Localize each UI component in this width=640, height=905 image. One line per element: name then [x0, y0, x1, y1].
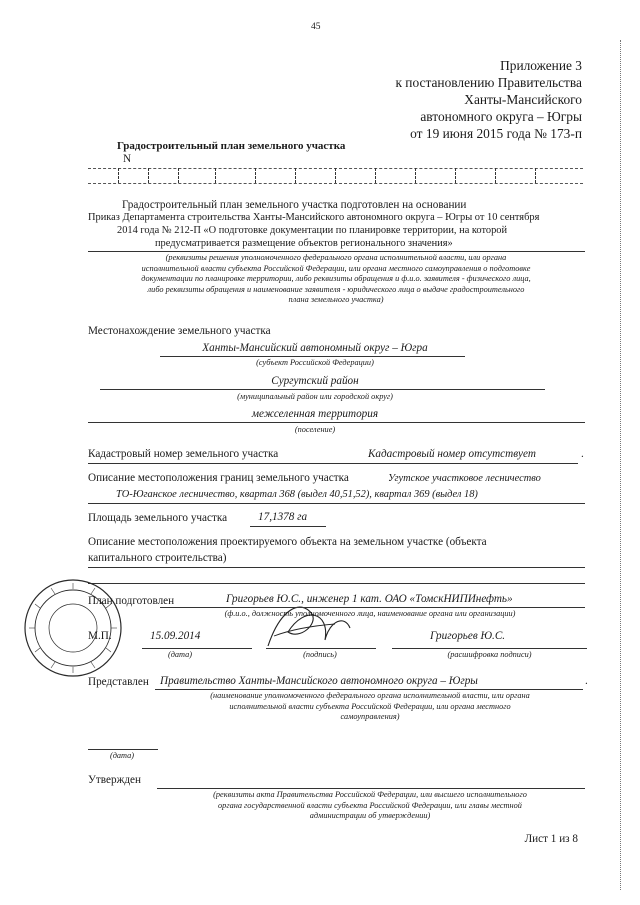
cadastral-value: Кадастровый номер отсутствует	[368, 448, 536, 460]
basis-line-2: Приказ Департамента строительства Ханты-Мансийского автономного округа – Югры от 10 сентября	[88, 212, 540, 223]
prepared-caption: (ф.и.о., должность уполномоченного лица, наименование органа или организации)	[224, 609, 516, 618]
cadastral-label: Кадастровый номер земельного участка	[88, 448, 279, 460]
plan-title: Градостроительный план земельного участка	[117, 140, 346, 152]
header-line-3: Ханты-Мансийского	[464, 92, 582, 107]
subject-caption: (субъект Российской Федерации)	[256, 358, 374, 367]
boundaries-label: Описание местоположения границ земельного участка	[88, 472, 349, 484]
basis-line-4: предусматривается размещение объектов регионального значения»	[155, 238, 453, 249]
mp-label: М.П.	[88, 630, 112, 642]
area-label: Площадь земельного участка	[88, 512, 228, 524]
district-caption: (муниципальный район или городской округ)	[237, 392, 393, 401]
scan-edge-line	[620, 40, 621, 890]
approved-caption: (реквизиты акта Правительства Российской Федерации, или высшего исполнительного органа государственной власти субъекта Российской Федерации, или главы местной администрации об утверждении)	[213, 790, 527, 821]
approved-label: Утвержден	[88, 774, 141, 786]
basis-caption: (реквизиты решения уполномоченного федерального органа исполнительной власти, или органа исполнительной власти субъекта Российской Федерации, или органа местного самоуправления о подготовке документации по планировке территории, либо реквизиты обращения и ф.и.о. заявителя - физического лица, либо реквизиты обращения и наименование заявителя - юридического лица о выдаче градостроительного плана земельного участка)	[141, 253, 531, 305]
prepared-value: Григорьев Ю.С., инженер 1 кат. ОАО «ТомскНИПИнефть»	[226, 593, 513, 605]
prepared-label: План подготовлен	[88, 595, 175, 607]
location-district: Сургутский район	[271, 375, 359, 387]
settlement-caption: (поселение)	[294, 425, 336, 434]
signature-caption: (подпись)	[303, 650, 337, 659]
header-line-4: автономного округа – Югры	[420, 109, 582, 124]
decoding-caption: (расшифровка подписи)	[447, 650, 532, 659]
submitted-date-caption: (дата)	[109, 751, 135, 760]
location-settlement: межселенная территория	[251, 408, 379, 420]
page-number: 45	[311, 22, 321, 32]
object-line-1: Описание местоположения проектируемого объекта на земельном участке (объекта	[88, 536, 487, 548]
boundaries-value-1: Угутское участковое лесничество	[388, 473, 541, 484]
prepared-decoding-value: Григорьев Ю.С.	[430, 630, 506, 642]
boundaries-value-2: ТО-Юганское лесничество, квартал 368 (выдел 40,51,52), квартал 369 (выдел 18)	[116, 489, 478, 500]
submitted-dot: .	[585, 675, 588, 687]
object-line-2: капитального строительства)	[88, 552, 227, 564]
header-line-5: от 19 июня 2015 года № 173-п	[410, 126, 582, 141]
basis-line-1: Градостроительный план земельного участка подготовлен на основании	[122, 199, 467, 211]
location-label: Местонахождение земельного участка	[88, 325, 271, 337]
header-line-1: Приложение 3	[500, 58, 582, 73]
basis-line-3: 2014 года № 212-П «О подготовке документации по планировке территории, на которой	[117, 225, 508, 236]
submitted-label: Представлен	[88, 676, 149, 688]
sheet-counter: Лист 1 из 8	[524, 833, 578, 845]
prepared-date-value: 15.09.2014	[150, 630, 201, 642]
number-label: N	[123, 153, 132, 165]
area-value: 17,1378 га	[258, 511, 308, 523]
prepared-date-caption: (дата)	[167, 650, 193, 659]
cadastral-dot: .	[581, 448, 584, 460]
location-subject: Ханты-Мансийский автономный округ – Югра	[202, 342, 428, 354]
submitted-caption: (наименование уполномоченного федерального органа исполнительной власти, или органа исполнительной власти субъекта Российской Федерации, или органа местного самоуправления)	[210, 691, 530, 722]
header-line-2: к постановлению Правительства	[395, 75, 582, 90]
submitted-value: Правительство Ханты-Мансийского автономного округа – Югры	[160, 675, 478, 687]
